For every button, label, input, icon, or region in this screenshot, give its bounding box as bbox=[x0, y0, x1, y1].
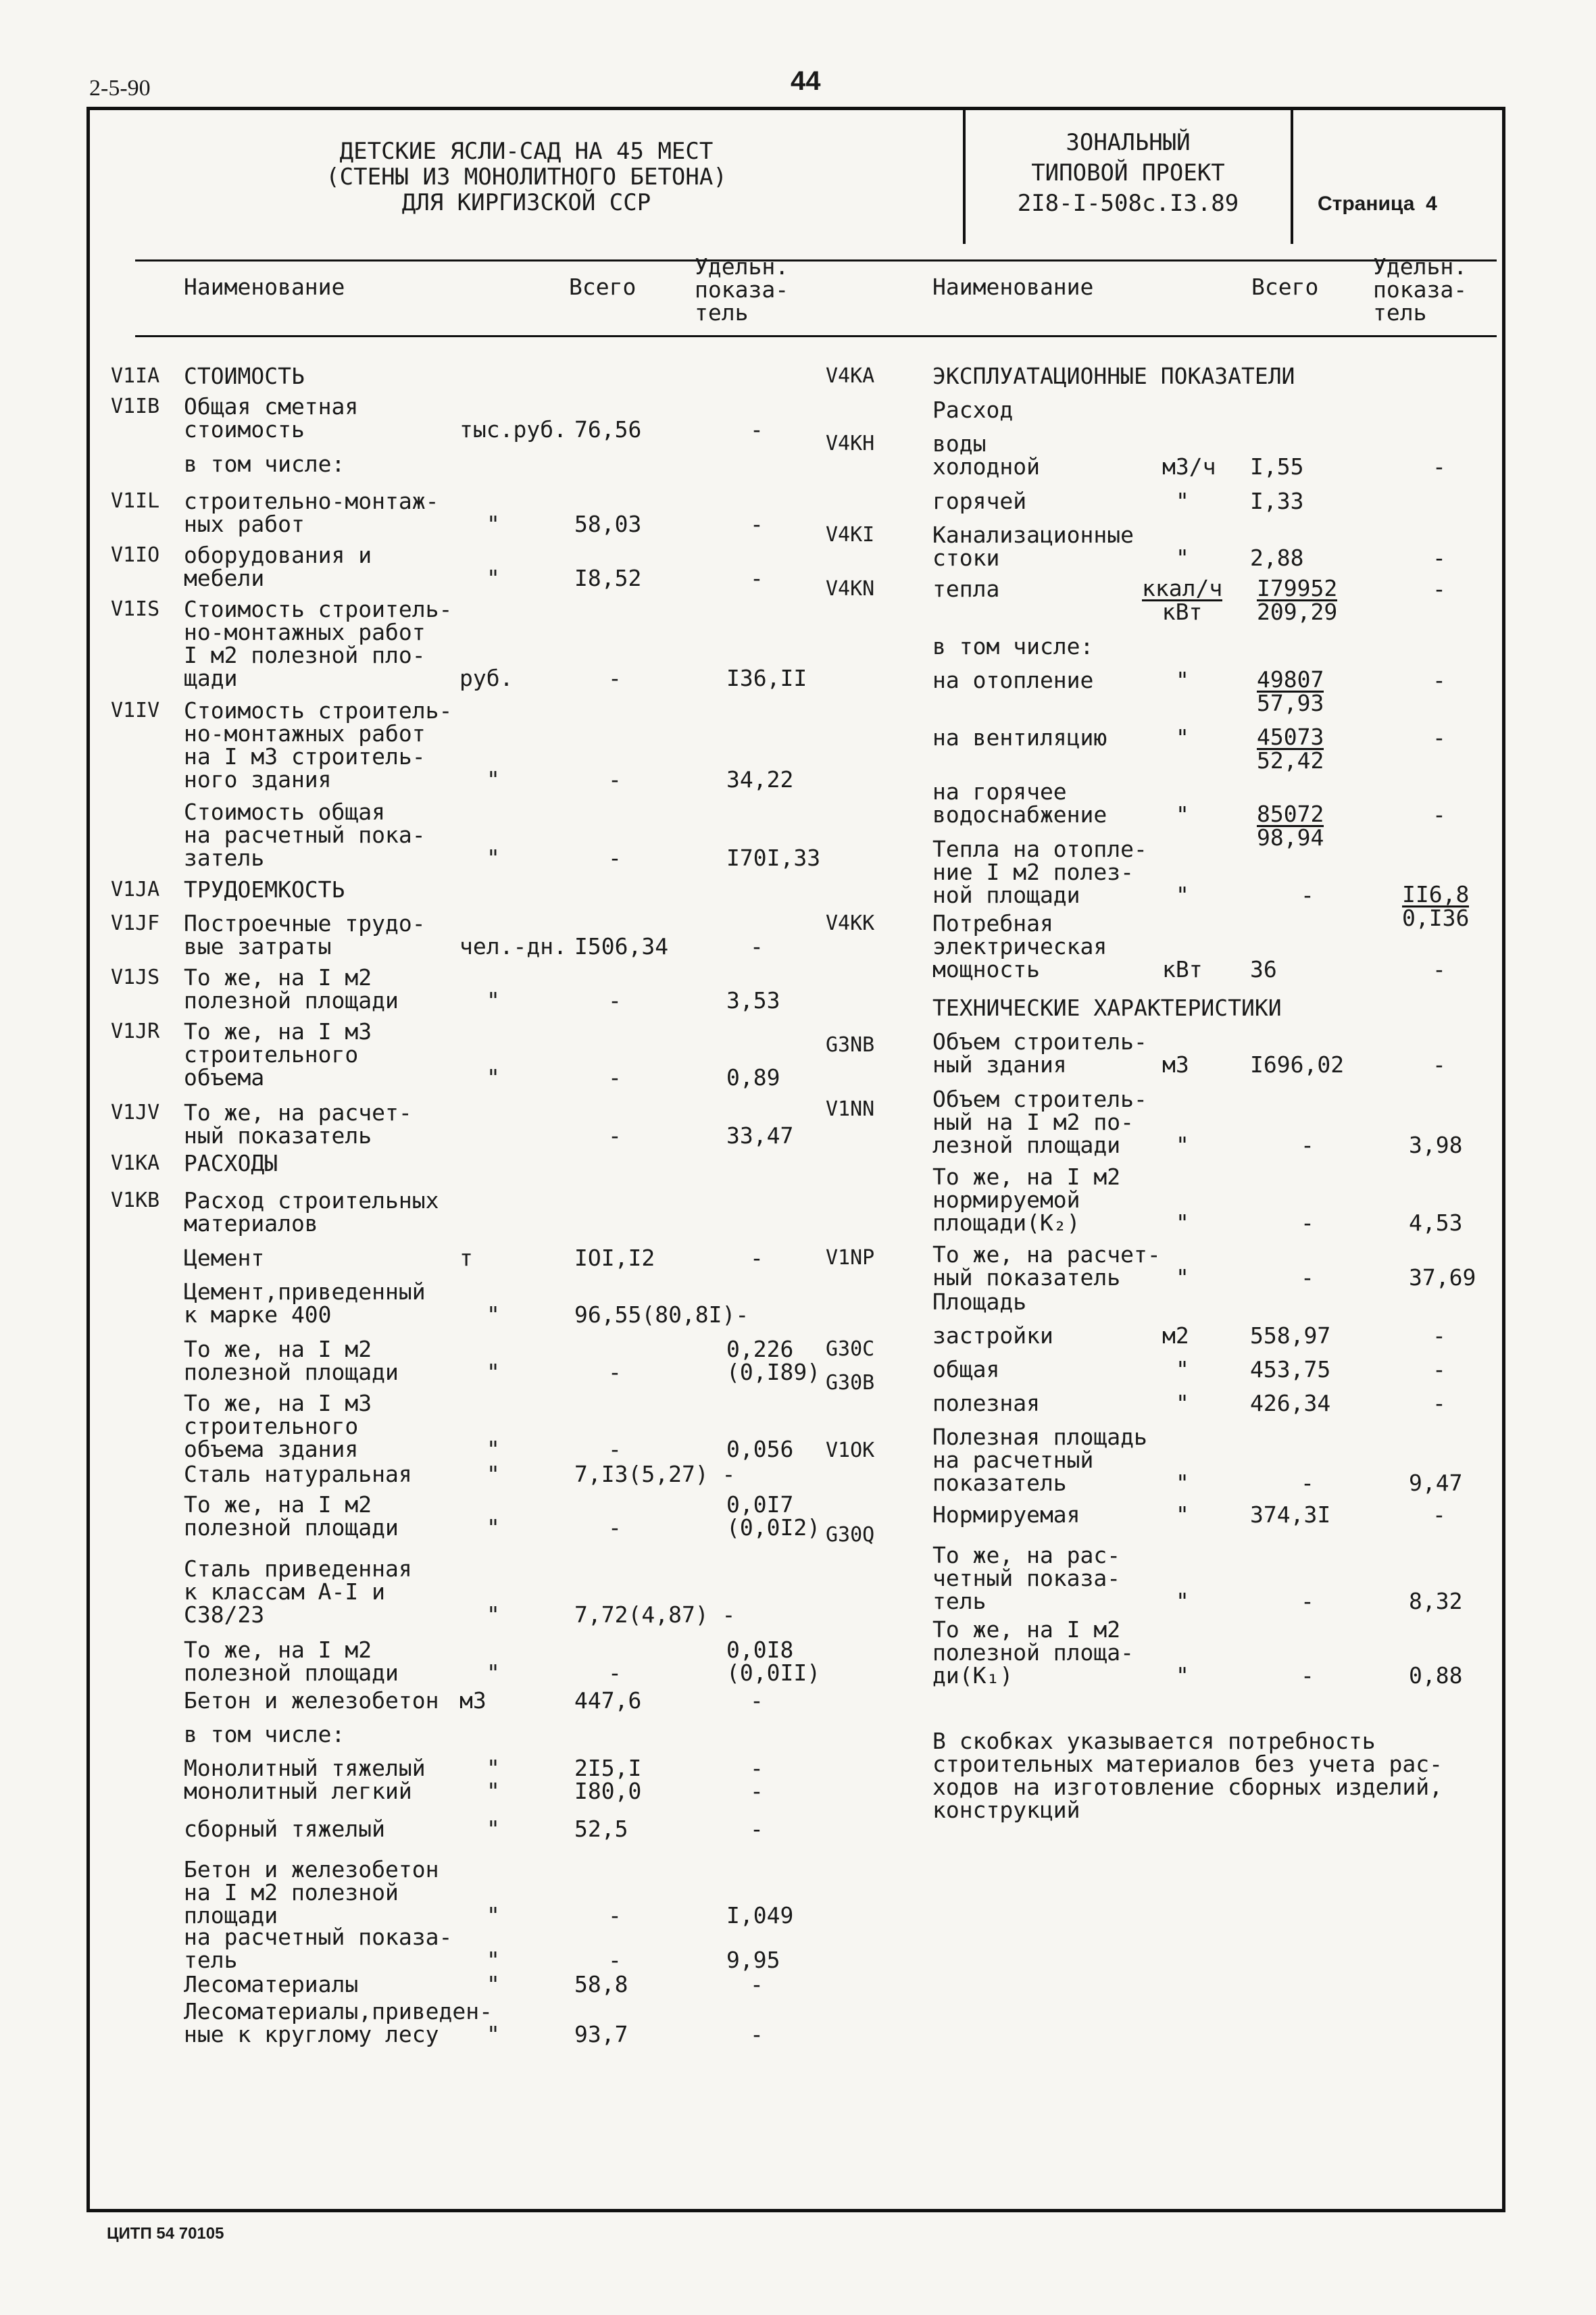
row-unit: " bbox=[487, 1660, 500, 1686]
row-name: СТОИМОСТЬ bbox=[184, 363, 305, 389]
page-label: Страница bbox=[1318, 193, 1415, 215]
row-specific: - bbox=[750, 565, 764, 591]
row-unit: " bbox=[487, 1359, 500, 1385]
row-unit: " bbox=[1176, 801, 1189, 828]
row-code: V1OK bbox=[826, 1439, 875, 1462]
row-name: тепла bbox=[932, 576, 1000, 602]
row-total: 447,6 bbox=[574, 1687, 642, 1714]
row-specific: - bbox=[1432, 1390, 1446, 1416]
row-specific: - bbox=[750, 1971, 764, 1997]
row-code: V4KH bbox=[826, 432, 875, 455]
row-name: общая bbox=[932, 1356, 1000, 1383]
row-name: Полезная площадь на расчетный показатель bbox=[932, 1424, 1147, 1496]
row-name: То же, на I м2 полезной площа- ди(К₁) bbox=[932, 1616, 1134, 1689]
row-total: - bbox=[608, 987, 622, 1014]
row-name: То же, на I м2 полезной площади bbox=[184, 1336, 399, 1385]
row-specific: - bbox=[1432, 1501, 1446, 1528]
row-total: - bbox=[608, 665, 622, 691]
row-specific: I36,II bbox=[726, 665, 807, 691]
row-code: G30Q bbox=[826, 1523, 875, 1547]
row-unit: " bbox=[1176, 667, 1189, 693]
row-specific: - bbox=[1432, 1322, 1446, 1349]
row-unit: $\frac{\text{ккал/ч}}{\text{кВт}}$ bbox=[1142, 575, 1223, 625]
row-code: V1IA bbox=[111, 364, 160, 388]
document-code: 2-5-90 bbox=[89, 76, 151, 101]
row-specific: - bbox=[750, 511, 764, 537]
row-total: 96,55(80,8I)- bbox=[574, 1301, 749, 1328]
row-specific: (0,0II) bbox=[726, 1660, 821, 1686]
row-code: G3NB bbox=[826, 1033, 875, 1057]
row-name: Цемент,приведенный к марке 400 bbox=[184, 1278, 426, 1328]
row-unit: " bbox=[1176, 882, 1189, 908]
col-header-specific-right: Удельн. показа- тель bbox=[1373, 253, 1468, 326]
row-name: горячей bbox=[932, 488, 1027, 514]
row-name: Расход bbox=[932, 397, 1014, 423]
row-total: 2,88 bbox=[1250, 545, 1304, 571]
row-unit: " bbox=[1176, 1264, 1189, 1291]
row-unit: " bbox=[487, 987, 500, 1014]
row-name: То же, на I м2 полезной площади bbox=[184, 1491, 399, 1541]
table-header-rule bbox=[135, 335, 1497, 337]
row-total: $\frac{I79952}{209,29}$ bbox=[1257, 575, 1338, 625]
row-total: - bbox=[608, 845, 622, 871]
row-specific: - bbox=[1432, 1356, 1446, 1383]
row-unit: " bbox=[1176, 1588, 1189, 1614]
row-unit: " bbox=[1176, 1470, 1189, 1496]
row-unit: " bbox=[1176, 545, 1189, 571]
row-unit: " bbox=[1176, 724, 1189, 751]
row-specific: 0,0I8 bbox=[726, 1637, 794, 1663]
row-total: 58,03 bbox=[574, 511, 642, 537]
row-name: на горячее водоснабжение bbox=[932, 778, 1107, 828]
row-unit: " bbox=[1176, 1662, 1189, 1689]
col-header-name-right: Наименование bbox=[932, 274, 1094, 300]
row-name: То же, на рас- четный показа- тель bbox=[932, 1542, 1121, 1614]
row-code: V1IS bbox=[111, 597, 160, 621]
row-name: оборудования и мебели bbox=[184, 542, 372, 591]
row-unit: " bbox=[487, 766, 500, 793]
row-code: V1JA bbox=[111, 878, 160, 901]
title-line: (СТЕНЫ ИЗ МОНОЛИТНОГО БЕТОНА) bbox=[326, 164, 727, 191]
row-specific: - bbox=[750, 1687, 764, 1714]
row-total: - bbox=[1301, 1210, 1314, 1236]
row-unit: м2 bbox=[1162, 1322, 1189, 1349]
row-unit: " bbox=[487, 1816, 500, 1842]
row-name: строительно-монтаж- ных работ bbox=[184, 488, 439, 537]
row-unit: " bbox=[1176, 1132, 1189, 1158]
row-code: G30C bbox=[826, 1337, 875, 1361]
row-unit: " bbox=[1176, 1356, 1189, 1383]
row-name: Канализационные стоки bbox=[932, 522, 1134, 571]
row-name: Бетон и железобетон на I м2 полезной площади bbox=[184, 1856, 439, 1928]
row-total: 76,56 bbox=[574, 416, 642, 443]
row-specific: - bbox=[750, 1816, 764, 1842]
row-name: Стоимость строитель- но-монтажных работ I м2 полезной пло- щади bbox=[184, 596, 453, 691]
row-code: V1NP bbox=[826, 1246, 875, 1270]
row-name: Лесоматериалы,приведен- ные к круглому лесу bbox=[184, 1998, 493, 2047]
row-total: I506,34 bbox=[574, 933, 669, 960]
row-unit: " bbox=[487, 1778, 500, 1804]
row-specific: 34,22 bbox=[726, 766, 794, 793]
title-block bbox=[90, 110, 966, 244]
row-unit: м3 bbox=[1162, 1051, 1189, 1078]
row-name: сборный тяжелый bbox=[184, 1816, 386, 1842]
row-total: 36 bbox=[1250, 956, 1277, 982]
row-name: То же, на расчет- ный показатель bbox=[932, 1241, 1161, 1291]
row-code: V4KA bbox=[826, 364, 875, 388]
row-total: - bbox=[1301, 1662, 1314, 1689]
row-specific: 0,89 bbox=[726, 1064, 780, 1091]
row-code: V1JV bbox=[111, 1101, 160, 1124]
row-specific: 0,056 bbox=[726, 1436, 794, 1462]
row-unit: " bbox=[487, 1461, 500, 1487]
row-total: - bbox=[608, 1902, 622, 1928]
row-total: - bbox=[608, 1514, 622, 1541]
row-unit: " bbox=[487, 2021, 500, 2047]
col-header-specific: Удельн. показа- тель bbox=[695, 253, 789, 326]
row-specific: - bbox=[1432, 667, 1446, 693]
row-specific: - bbox=[1432, 453, 1446, 480]
page-value: 4 bbox=[1426, 193, 1437, 215]
row-name: в том числе: bbox=[184, 451, 345, 477]
project-block bbox=[966, 110, 1293, 244]
row-code: G30B bbox=[826, 1371, 875, 1395]
row-specific: - bbox=[1432, 724, 1446, 751]
row-code: V1JF bbox=[111, 912, 160, 935]
row-name: Стоимость общая на расчетный пока- затель bbox=[184, 799, 426, 871]
row-code: V4KN bbox=[826, 577, 875, 601]
row-total: 7,72(4,87) - bbox=[574, 1601, 736, 1628]
row-total: $\frac{85072}{98,94}$ bbox=[1257, 801, 1324, 851]
row-unit: " bbox=[1176, 1501, 1189, 1528]
row-total: - bbox=[608, 1947, 622, 1973]
row-specific: - bbox=[750, 1778, 764, 1804]
row-total: 558,97 bbox=[1250, 1322, 1331, 1349]
row-unit: " bbox=[1176, 1390, 1189, 1416]
page-block bbox=[1293, 110, 1503, 244]
row-total: - bbox=[608, 766, 622, 793]
row-specific: 9,47 bbox=[1409, 1470, 1463, 1496]
col-header-total-right: Всего bbox=[1251, 274, 1319, 300]
row-code: V1IV bbox=[111, 699, 160, 722]
row-name: Лесоматериалы bbox=[184, 1971, 359, 1997]
row-total: 426,34 bbox=[1250, 1390, 1331, 1416]
row-total: - bbox=[1301, 882, 1314, 908]
row-total: - bbox=[1301, 1588, 1314, 1614]
project-line: ЗОНАЛЬНЫЙ bbox=[1066, 129, 1191, 156]
row-unit: м3 bbox=[459, 1687, 487, 1714]
row-total: 58,8 bbox=[574, 1971, 628, 1997]
row-name: Сталь натуральная bbox=[184, 1461, 412, 1487]
row-name: в том числе: bbox=[184, 1721, 345, 1747]
row-unit: " bbox=[487, 1902, 500, 1928]
row-total: 93,7 bbox=[574, 2021, 628, 2047]
row-code: V1JR bbox=[111, 1020, 160, 1043]
row-total: $\frac{45073}{52,42}$ bbox=[1257, 724, 1324, 774]
page-number: 44 bbox=[791, 66, 821, 96]
col-header-total: Всего bbox=[569, 274, 637, 300]
row-unit: " bbox=[487, 1514, 500, 1541]
row-unit: " bbox=[487, 1436, 500, 1462]
row-name: Построечные трудо- вые затраты bbox=[184, 910, 426, 960]
row-unit: " bbox=[487, 1947, 500, 1973]
row-specific: 0,0I7 bbox=[726, 1491, 794, 1518]
row-name: Потребная электрическая мощность bbox=[932, 910, 1107, 982]
row-total: 2I5,I bbox=[574, 1755, 642, 1781]
row-name: То же, на расчет- ный показатель bbox=[184, 1099, 412, 1149]
row-name: Цемент bbox=[184, 1245, 265, 1271]
footer-code: ЦИТП 54 70105 bbox=[107, 2224, 224, 2243]
row-unit: " bbox=[487, 1971, 500, 1997]
row-name: ТЕХНИЧЕСКИЕ ХАРАКТЕРИСТИКИ bbox=[932, 995, 1282, 1021]
row-unit: " bbox=[487, 845, 500, 871]
row-total: I,55 bbox=[1250, 453, 1304, 480]
project-line: ТИПОВОЙ ПРОЕКТ bbox=[1031, 159, 1225, 186]
row-specific: - bbox=[750, 1755, 764, 1781]
title-line: ДЛЯ КИРГИЗСКОЙ ССР bbox=[401, 189, 651, 216]
row-code: V1KA bbox=[111, 1151, 160, 1175]
row-unit: кВт bbox=[1162, 956, 1203, 982]
row-specific: 0,88 bbox=[1409, 1662, 1463, 1689]
row-specific: 37,69 bbox=[1409, 1264, 1476, 1291]
row-specific: 3,53 bbox=[726, 987, 780, 1014]
row-name: Площадь bbox=[932, 1289, 1027, 1315]
row-name: полезная bbox=[932, 1390, 1040, 1416]
row-name: воды холодной bbox=[932, 430, 1040, 480]
row-total: - bbox=[608, 1122, 622, 1149]
col-header-name: Наименование bbox=[184, 274, 345, 300]
row-total: $\frac{49807}{57,93}$ bbox=[1257, 666, 1324, 716]
row-total: 52,5 bbox=[574, 1816, 628, 1842]
row-name: То же, на I м2 полезной площади bbox=[184, 1637, 399, 1686]
row-name: Расход строительных материалов bbox=[184, 1187, 439, 1237]
row-unit: " bbox=[1176, 1210, 1189, 1236]
row-name: Сталь приведенная к классам А-I и С38/23 bbox=[184, 1555, 412, 1628]
row-unit: м3/ч bbox=[1162, 453, 1216, 480]
row-specific: - bbox=[750, 1245, 764, 1271]
row-code: V1IO bbox=[111, 543, 160, 567]
row-name: на вентиляцию bbox=[932, 724, 1107, 751]
row-code: V1IB bbox=[111, 395, 160, 418]
row-name: ЭКСПЛУАТАЦИОННЫЕ ПОКАЗАТЕЛИ bbox=[932, 363, 1295, 389]
row-specific: - bbox=[1432, 956, 1446, 982]
row-specific: - bbox=[750, 416, 764, 443]
row-name: РАСХОДЫ bbox=[184, 1150, 278, 1176]
title-line: ДЕТСКИЕ ЯСЛИ-САД НА 45 МЕСТ bbox=[339, 138, 714, 165]
row-code: V1NN bbox=[826, 1097, 875, 1121]
row-specific: - bbox=[1432, 1051, 1446, 1078]
row-name: То же, на I м2 нормируемой площади(К₂) bbox=[932, 1164, 1121, 1236]
row-total: - bbox=[608, 1660, 622, 1686]
row-specific: - bbox=[750, 2021, 764, 2047]
row-specific: 3,98 bbox=[1409, 1132, 1463, 1158]
row-total: IOI,I2 bbox=[574, 1245, 655, 1271]
row-unit: руб. bbox=[459, 665, 514, 691]
row-name: на отопление bbox=[932, 667, 1094, 693]
row-total: 7,I3(5,27) - bbox=[574, 1461, 736, 1487]
row-unit: т bbox=[459, 1245, 473, 1271]
row-name: Тепла на отопле- ние I м2 полез- ной площади bbox=[932, 836, 1147, 908]
row-code: V4KK bbox=[826, 912, 875, 935]
row-unit: " bbox=[487, 1755, 500, 1781]
table-top-rule bbox=[135, 259, 1497, 262]
row-name: Общая сметная стоимость bbox=[184, 393, 359, 443]
row-specific: - bbox=[1432, 545, 1446, 571]
row-specific: 0,226 bbox=[726, 1336, 794, 1362]
row-name: Объем строитель- ный на I м2 по- лезной площади bbox=[932, 1086, 1147, 1158]
row-specific: $\frac{II6,8}{0,I36}$ bbox=[1402, 881, 1470, 931]
row-name: Объем строитель- ный здания bbox=[932, 1028, 1147, 1078]
row-code: V1KB bbox=[111, 1189, 160, 1212]
row-code: V4KI bbox=[826, 523, 875, 547]
row-specific: - bbox=[1432, 576, 1446, 602]
row-total: 453,75 bbox=[1250, 1356, 1331, 1383]
row-name: То же, на I м2 полезной площади bbox=[184, 964, 399, 1014]
row-total: 374,3I bbox=[1250, 1501, 1331, 1528]
row-specific: (0,0I2) bbox=[726, 1514, 821, 1541]
row-name: То же, на I м3 строительного объема bbox=[184, 1018, 372, 1091]
row-total: - bbox=[1301, 1264, 1314, 1291]
row-total: I8,52 bbox=[574, 565, 642, 591]
note: В скобках указывается потребность строительных материалов без учета рас- ходов на изготовление сборных изделий, конструкций bbox=[932, 1728, 1443, 1823]
row-name: Нормируемая bbox=[932, 1501, 1080, 1528]
row-total: I,33 bbox=[1250, 488, 1304, 514]
row-unit: " bbox=[487, 1064, 500, 1091]
row-specific: 4,53 bbox=[1409, 1210, 1463, 1236]
row-unit: " bbox=[487, 511, 500, 537]
row-unit: " bbox=[487, 1601, 500, 1628]
row-code: V1IL bbox=[111, 489, 160, 513]
row-unit: чел.-дн. bbox=[459, 933, 567, 960]
row-total: I80,0 bbox=[574, 1778, 642, 1804]
row-unit: " bbox=[487, 565, 500, 591]
row-specific: 33,47 bbox=[726, 1122, 794, 1149]
row-total: - bbox=[1301, 1470, 1314, 1496]
row-total: - bbox=[608, 1064, 622, 1091]
row-total: - bbox=[1301, 1132, 1314, 1158]
row-unit: тыс.руб. bbox=[459, 416, 567, 443]
row-specific: 8,32 bbox=[1409, 1588, 1463, 1614]
row-name: на расчетный показа- тель bbox=[184, 1924, 453, 1973]
row-code: V1JS bbox=[111, 966, 160, 989]
row-specific: (0,I89) bbox=[726, 1359, 821, 1385]
row-name: То же, на I м3 строительного объема здания bbox=[184, 1390, 372, 1462]
row-name: застройки bbox=[932, 1322, 1053, 1349]
row-specific: 9,95 bbox=[726, 1947, 780, 1973]
row-unit: " bbox=[1176, 488, 1189, 514]
row-specific: I,049 bbox=[726, 1902, 794, 1928]
row-total: I696,02 bbox=[1250, 1051, 1345, 1078]
row-unit: " bbox=[487, 1301, 500, 1328]
row-specific: - bbox=[1432, 801, 1446, 828]
row-name: ТРУДОЕМКОСТЬ bbox=[184, 876, 345, 903]
row-total: - bbox=[608, 1359, 622, 1385]
row-name: Стоимость строитель- но-монтажных работ на I м3 строитель- ного здания bbox=[184, 697, 453, 793]
row-total: - bbox=[608, 1436, 622, 1462]
row-name: Монолитный тяжелый монолитный легкий bbox=[184, 1755, 426, 1804]
project-line: 2I8-I-508с.I3.89 bbox=[1017, 190, 1239, 217]
row-specific: I70I,33 bbox=[726, 845, 821, 871]
row-name: в том числе: bbox=[932, 633, 1094, 659]
row-specific: - bbox=[750, 933, 764, 960]
row-name: Бетон и железобетон bbox=[184, 1687, 439, 1714]
